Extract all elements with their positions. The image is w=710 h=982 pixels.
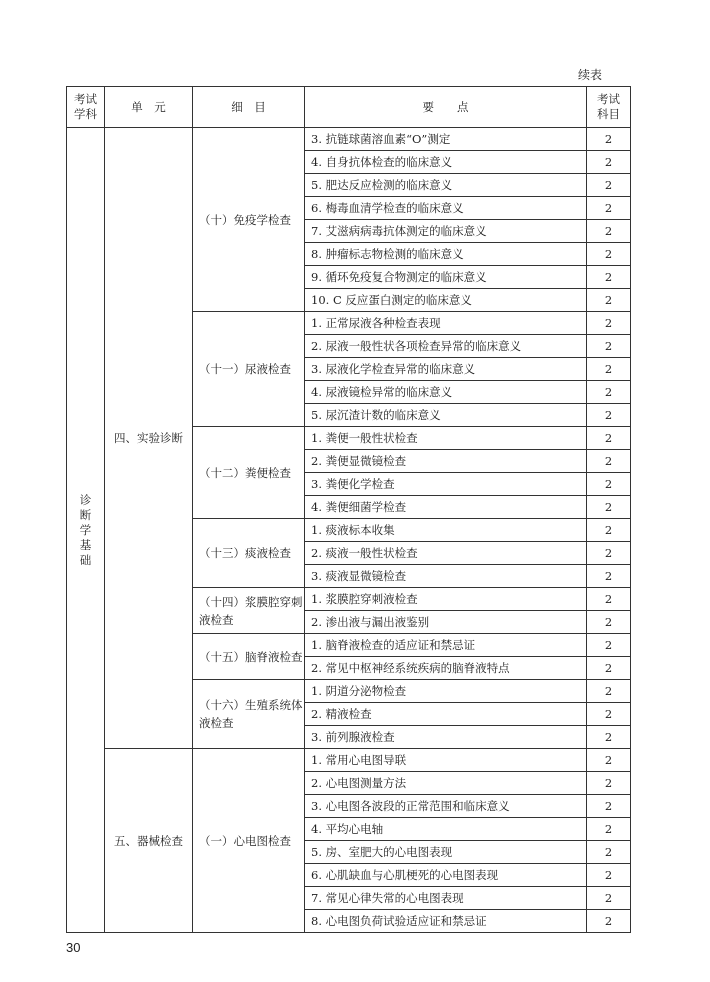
level-cell: 2	[587, 772, 631, 795]
detail-cell: （十六）生殖系统体液检查	[193, 680, 305, 749]
point-cell: 8. 肿瘤标志物检测的临床意义	[305, 243, 587, 266]
level-cell: 2	[587, 427, 631, 450]
point-cell: 10. C 反应蛋白测定的临床意义	[305, 289, 587, 312]
point-cell: 2. 痰液一般性状检查	[305, 542, 587, 565]
point-cell: 5. 尿沉渣计数的临床意义	[305, 404, 587, 427]
continued-label: 续表	[578, 68, 603, 82]
level-cell: 2	[587, 358, 631, 381]
page-number: 30	[66, 940, 81, 955]
point-cell: 1. 脑脊液检查的适应证和禁忌证	[305, 634, 587, 657]
unit-cell: 四、实验诊断	[105, 128, 193, 749]
point-cell: 1. 痰液标本收集	[305, 519, 587, 542]
exam-syllabus-table	[66, 86, 631, 933]
point-cell: 2. 尿液一般性状各项检查异常的临床意义	[305, 335, 587, 358]
point-cell: 4. 尿液镜检异常的临床意义	[305, 381, 587, 404]
point-cell: 8. 心电图负荷试验适应证和禁忌证	[305, 910, 587, 933]
point-cell: 2. 粪便显微镜检查	[305, 450, 587, 473]
level-cell: 2	[587, 749, 631, 772]
level-cell: 2	[587, 220, 631, 243]
level-cell: 2	[587, 197, 631, 220]
point-cell: 7. 常见心律失常的心电图表现	[305, 887, 587, 910]
level-cell: 2	[587, 887, 631, 910]
table-body	[67, 128, 631, 933]
header-point: 要 点	[305, 87, 587, 128]
level-cell: 2	[587, 174, 631, 197]
point-cell: 3. 粪便化学检查	[305, 473, 587, 496]
level-cell: 2	[587, 266, 631, 289]
detail-cell: （十四）浆膜腔穿刺液检查	[193, 588, 305, 634]
level-cell: 2	[587, 611, 631, 634]
header-level: 考试科目	[587, 87, 631, 128]
level-cell: 2	[587, 335, 631, 358]
point-cell: 2. 渗出液与漏出液鉴别	[305, 611, 587, 634]
level-cell: 2	[587, 588, 631, 611]
point-cell: 1. 浆膜腔穿刺液检查	[305, 588, 587, 611]
level-cell: 2	[587, 312, 631, 335]
level-cell: 2	[587, 450, 631, 473]
point-cell: 3. 抗链球菌溶血素“O”测定	[305, 128, 587, 151]
detail-cell: （十一）尿液检查	[193, 312, 305, 427]
point-cell: 5. 房、室肥大的心电图表现	[305, 841, 587, 864]
point-cell: 1. 粪便一般性状检查	[305, 427, 587, 450]
detail-cell: （一）心电图检查	[193, 749, 305, 933]
detail-cell: （十二）粪便检查	[193, 427, 305, 519]
point-cell: 6. 梅毒血清学检查的临床意义	[305, 197, 587, 220]
level-cell: 2	[587, 381, 631, 404]
level-cell: 2	[587, 496, 631, 519]
point-cell: 3. 尿液化学检查异常的临床意义	[305, 358, 587, 381]
point-cell: 2. 精液检查	[305, 703, 587, 726]
level-cell: 2	[587, 910, 631, 933]
point-cell: 4. 粪便细菌学检查	[305, 496, 587, 519]
unit-cell: 五、器械检查	[105, 749, 193, 933]
level-cell: 2	[587, 795, 631, 818]
header-row	[67, 87, 631, 128]
point-cell: 7. 艾滋病病毒抗体测定的临床意义	[305, 220, 587, 243]
level-cell: 2	[587, 818, 631, 841]
table-row	[67, 749, 631, 772]
point-cell: 6. 心肌缺血与心肌梗死的心电图表现	[305, 864, 587, 887]
level-cell: 2	[587, 542, 631, 565]
point-cell: 3. 痰液显微镜检查	[305, 565, 587, 588]
point-cell: 1. 阴道分泌物检查	[305, 680, 587, 703]
level-cell: 2	[587, 151, 631, 174]
detail-cell: （十五）脑脊液检查	[193, 634, 305, 680]
point-cell: 4. 平均心电轴	[305, 818, 587, 841]
level-cell: 2	[587, 634, 631, 657]
level-cell: 2	[587, 565, 631, 588]
level-cell: 2	[587, 841, 631, 864]
level-cell: 2	[587, 657, 631, 680]
header-detail: 细 目	[193, 87, 305, 128]
header-unit: 单 元	[105, 87, 193, 128]
level-cell: 2	[587, 680, 631, 703]
header-subject: 考试学科	[67, 87, 105, 128]
detail-cell: （十三）痰液检查	[193, 519, 305, 588]
detail-cell: （十）免疫学检查	[193, 128, 305, 312]
level-cell: 2	[587, 243, 631, 266]
point-cell: 3. 前列腺液检查	[305, 726, 587, 749]
point-cell: 4. 自身抗体检查的临床意义	[305, 151, 587, 174]
level-cell: 2	[587, 703, 631, 726]
level-cell: 2	[587, 289, 631, 312]
level-cell: 2	[587, 864, 631, 887]
point-cell: 3. 心电图各波段的正常范围和临床意义	[305, 795, 587, 818]
table-header	[67, 87, 631, 128]
point-cell: 9. 循环免疫复合物测定的临床意义	[305, 266, 587, 289]
level-cell: 2	[587, 404, 631, 427]
level-cell: 2	[587, 473, 631, 496]
point-cell: 2. 心电图测量方法	[305, 772, 587, 795]
level-cell: 2	[587, 128, 631, 151]
table-row	[67, 128, 631, 151]
level-cell: 2	[587, 726, 631, 749]
subject-cell: 诊断学基础	[67, 128, 105, 933]
point-cell: 5. 肥达反应检测的临床意义	[305, 174, 587, 197]
point-cell: 1. 正常尿液各种检查表现	[305, 312, 587, 335]
point-cell: 2. 常见中枢神经系统疾病的脑脊液特点	[305, 657, 587, 680]
point-cell: 1. 常用心电图导联	[305, 749, 587, 772]
level-cell: 2	[587, 519, 631, 542]
